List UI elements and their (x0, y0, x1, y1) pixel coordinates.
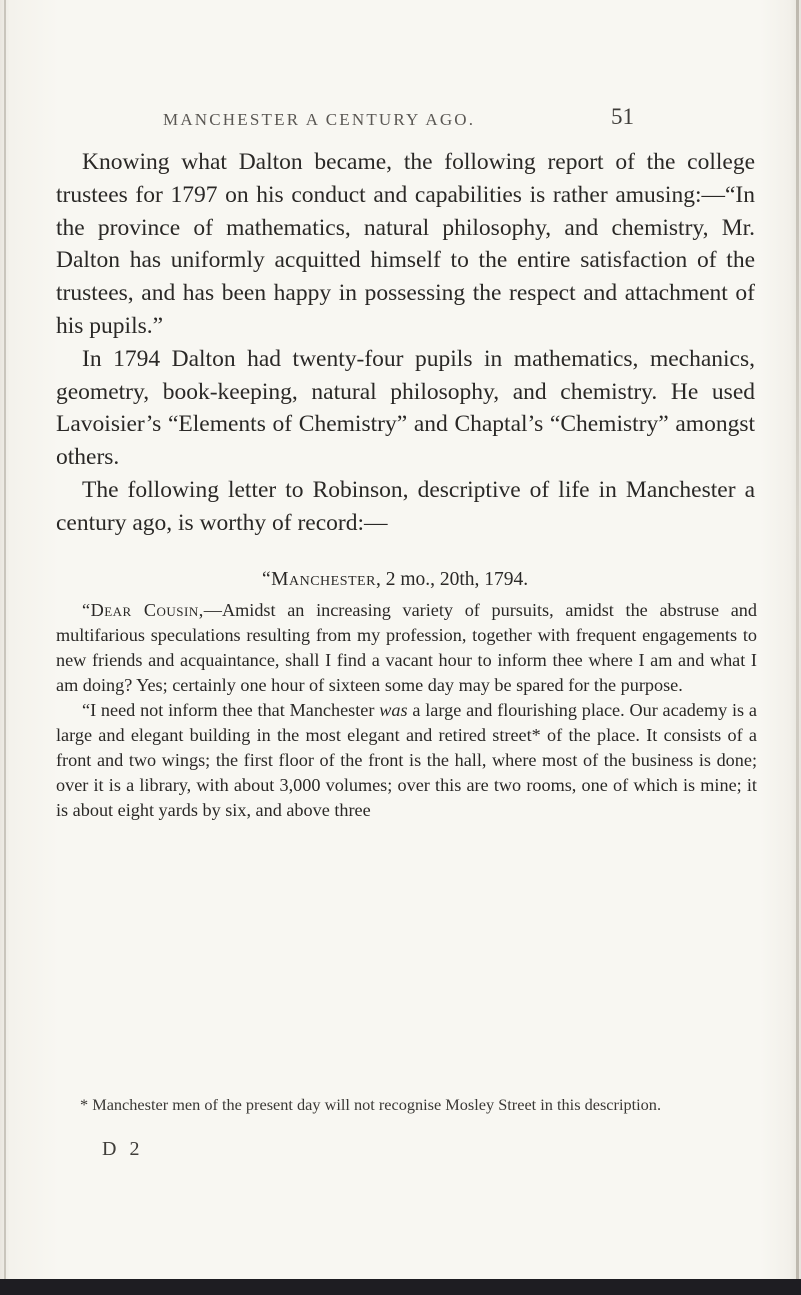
letter-text-span: —Amidst an increasing variety of pursuits, amidst the abstruse and multifarious speculations resulting from my profession, together with frequent engagements to new friends and acquaintance, shall I find a vacant hour to inform thee where I am and what I am doing? Yes; certainly one hour of sixteen some day may be spared for the purpose. (56, 600, 757, 695)
letter-date: , 2 mo., 20th, 1794. (375, 569, 529, 590)
letter-emphasis: was (379, 700, 408, 720)
body-paragraph: In 1794 Dalton had twenty-four pupils in mathematics, mechanics, geometry, book-keeping, natural philosophy, and chemistry. He used Lavoisier’s “Elements of Chemistry” and Chaptal’s “Chemistry” amongst others. (56, 345, 755, 471)
body-text (56, 146, 755, 540)
body-paragraph: The following letter to Robinson, descriptive of life in Manchester a century ago, is worthy of record:— (56, 476, 755, 536)
page-number: 51 (611, 104, 634, 129)
page-right-edge (796, 0, 799, 1295)
letter-text (56, 598, 757, 823)
letter-paragraph (56, 598, 757, 698)
letter-paragraph (56, 698, 757, 823)
page-left-edge (4, 0, 6, 1295)
letter-dateline (262, 569, 528, 591)
letter-salutation: “Dear Cousin, (82, 600, 204, 620)
footnote: * Manchester men of the present day will not recognise Mosley Street in this description. (80, 1095, 662, 1114)
letter-place: “Manchester (262, 569, 376, 590)
running-head: MANCHESTER A CENTURY AGO. (163, 110, 476, 129)
signature-mark: D 2 (102, 1138, 144, 1160)
letter-text-span: “I need not inform thee that Manchester (82, 700, 380, 720)
letter-text-span: a large and flourishing place. Our academy is a large and elegant building in the most elegant and retired street* of the place. It consists of a front and two wings; the first floor of the front is the hall, where most of the business is done; over it is a library, with about 3,000 volumes; over this are two rooms, one of which is mine; it is about eight yards by six, and above three (56, 700, 757, 820)
body-paragraph: Knowing what Dalton became, the following report of the college trustees for 1797 on his conduct and capabilities is rather amusing:—“In the province of mathematics, natural philosophy, and chemistry, Mr. Dalton has uniformly acquitted himself to the entire satisfaction of the trustees, and has been happy in possessing the respect and attachment of his pupils.” (56, 149, 755, 339)
bottom-shadow-bar (0, 1279, 801, 1295)
